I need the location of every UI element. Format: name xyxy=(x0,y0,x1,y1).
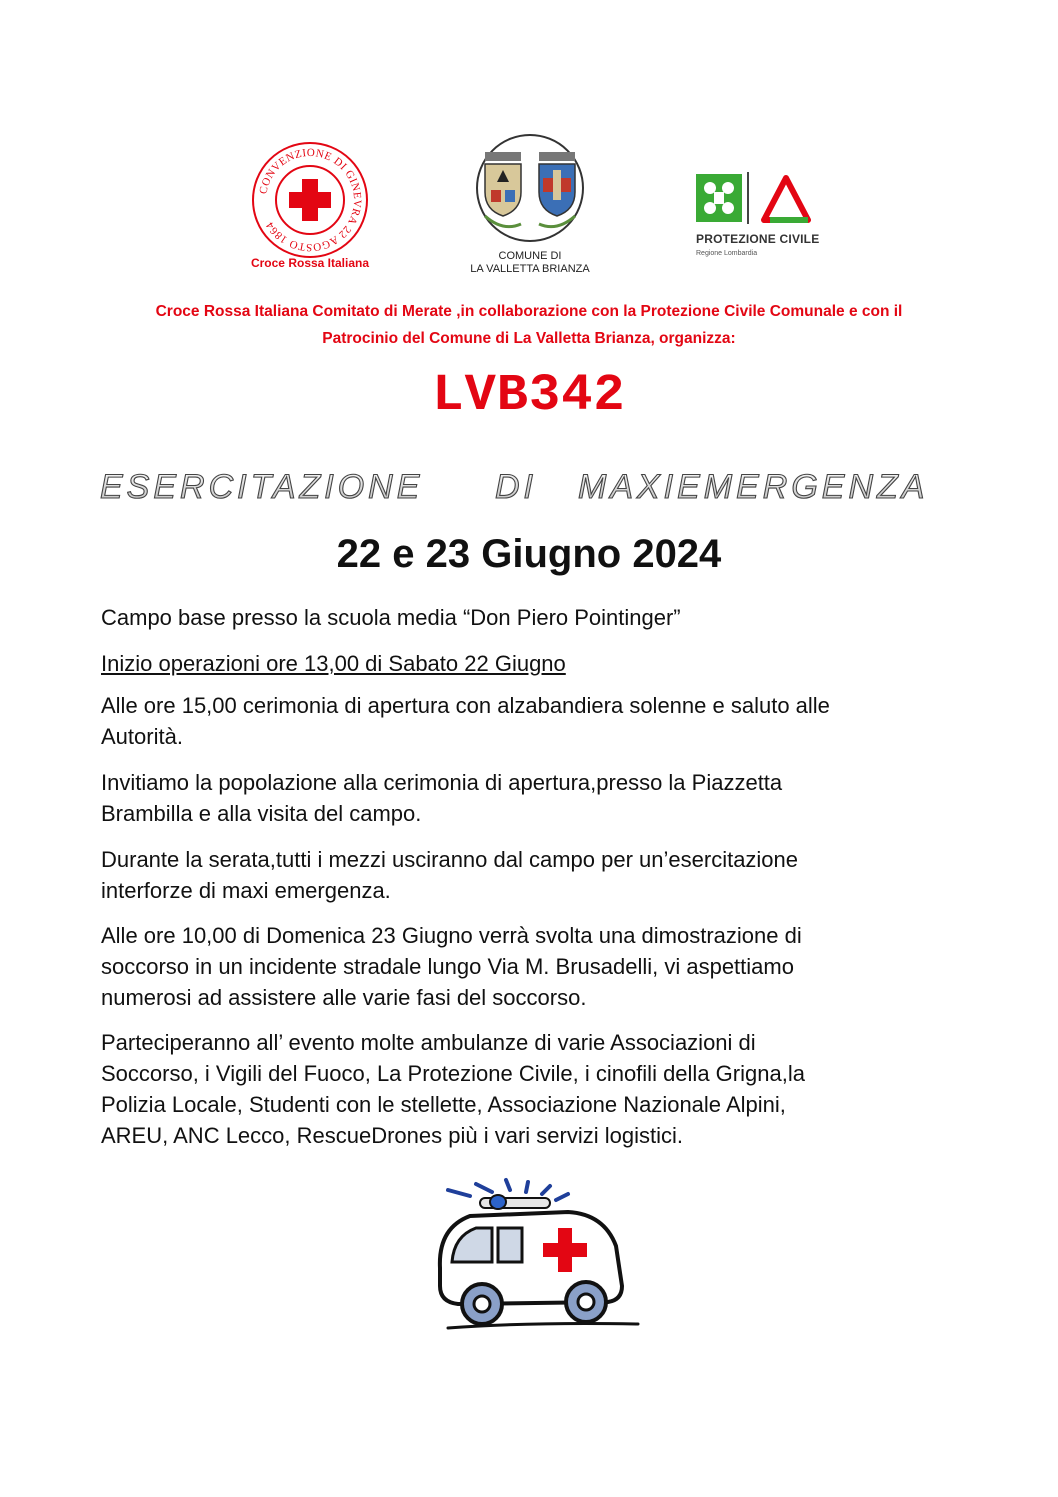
municipal-coat-of-arms-icon xyxy=(455,130,605,248)
cri-caption: Croce Rossa Italiana xyxy=(250,256,370,270)
croce-rossa-logo xyxy=(240,140,380,275)
comune-caption-line1: COMUNE DI xyxy=(498,250,562,262)
ambulance-cartoon-icon xyxy=(418,1176,642,1336)
paragraph-line: numerosi ad assistere alle varie fasi del soccorso. xyxy=(101,985,587,1010)
paragraph-invitation xyxy=(101,767,931,829)
subtitle-word-1: ESERCITAZIONE xyxy=(100,468,424,506)
intro-line-1: Croce Rossa Italiana Comitato di Merate ,in collaborazione con la Protezione Civile Comunale e con il xyxy=(155,303,903,320)
subtitle-word-2: DI xyxy=(495,468,537,506)
paragraph-participants xyxy=(101,1027,931,1151)
subtitle-word-3: MAXIEMERGENZA xyxy=(578,468,929,506)
civil-protection-logo-icon xyxy=(690,168,840,230)
paragraph-line: Durante la serata,tutti i mezzi usciranno dal campo per un’esercitazione xyxy=(101,847,799,872)
paragraph-line: soccorso in un incidente stradale lungo Via M. Brusadelli, vi aspettiamo xyxy=(101,954,794,979)
comune-logo xyxy=(455,130,605,280)
comune-caption xyxy=(455,250,605,276)
paragraph-line: Soccorso, i Vigili del Fuoco, La Protezione Civile, i cinofili della Grigna,la xyxy=(101,1061,805,1086)
intro-line-2: Patrocinio del Comune di La Valletta Brianza, organizza: xyxy=(322,330,736,347)
ambulance-illustration xyxy=(418,1176,642,1336)
event-code-title: LVB342 xyxy=(432,366,626,425)
comune-caption-line2: LA VALLETTA BRIANZA xyxy=(470,263,590,275)
event-date: 22 e 23 Giugno 2024 xyxy=(336,532,722,576)
protezione-civile-logo xyxy=(690,168,840,263)
pc-subcaption: Regione Lombardia xyxy=(696,250,758,257)
intro-text xyxy=(60,298,998,352)
paragraph-line: Parteciperanno all’ evento molte ambulanze di varie Associazioni di xyxy=(101,1030,756,1055)
paragraph-line: interforze di maxi emergenza. xyxy=(101,878,391,903)
paragraph-ceremony xyxy=(101,690,931,752)
paragraph-line: Alle ore 15,00 cerimonia di apertura con alzabandiera solenne e saluto alle xyxy=(101,693,830,718)
pc-caption: PROTEZIONE CIVILE xyxy=(696,232,820,246)
red-cross-logo-icon xyxy=(240,140,380,260)
paragraph-line: AREU, ANC Lecco, RescueDrones più i vari servizi logistici. xyxy=(101,1123,683,1148)
paragraph-base-camp: Campo base presso la scuola media “Don Piero Pointinger” xyxy=(101,605,681,630)
cri-ring-text: CONVENZIONE DI GINEVRA 22 AGOSTO 1864 xyxy=(257,146,364,254)
paragraph-line: Polizia Locale, Studenti con le stellette, Associazione Nazionale Alpini, xyxy=(101,1092,786,1117)
exercise-subtitle xyxy=(100,462,958,510)
paragraph-line: Invitiamo la popolazione alla cerimonia di apertura,presso la Piazzetta xyxy=(101,770,783,795)
paragraph-evening xyxy=(101,844,931,906)
paragraph-line: Brambilla e alla visita del campo. xyxy=(101,801,422,826)
paragraph-line: Alle ore 10,00 di Domenica 23 Giugno verrà svolta una dimostrazione di xyxy=(101,923,802,948)
paragraph-line: Autorità. xyxy=(101,724,183,749)
paragraph-start-ops: Inizio operazioni ore 13,00 di Sabato 22 Giugno xyxy=(101,651,566,676)
paragraph-demonstration xyxy=(101,920,931,1013)
